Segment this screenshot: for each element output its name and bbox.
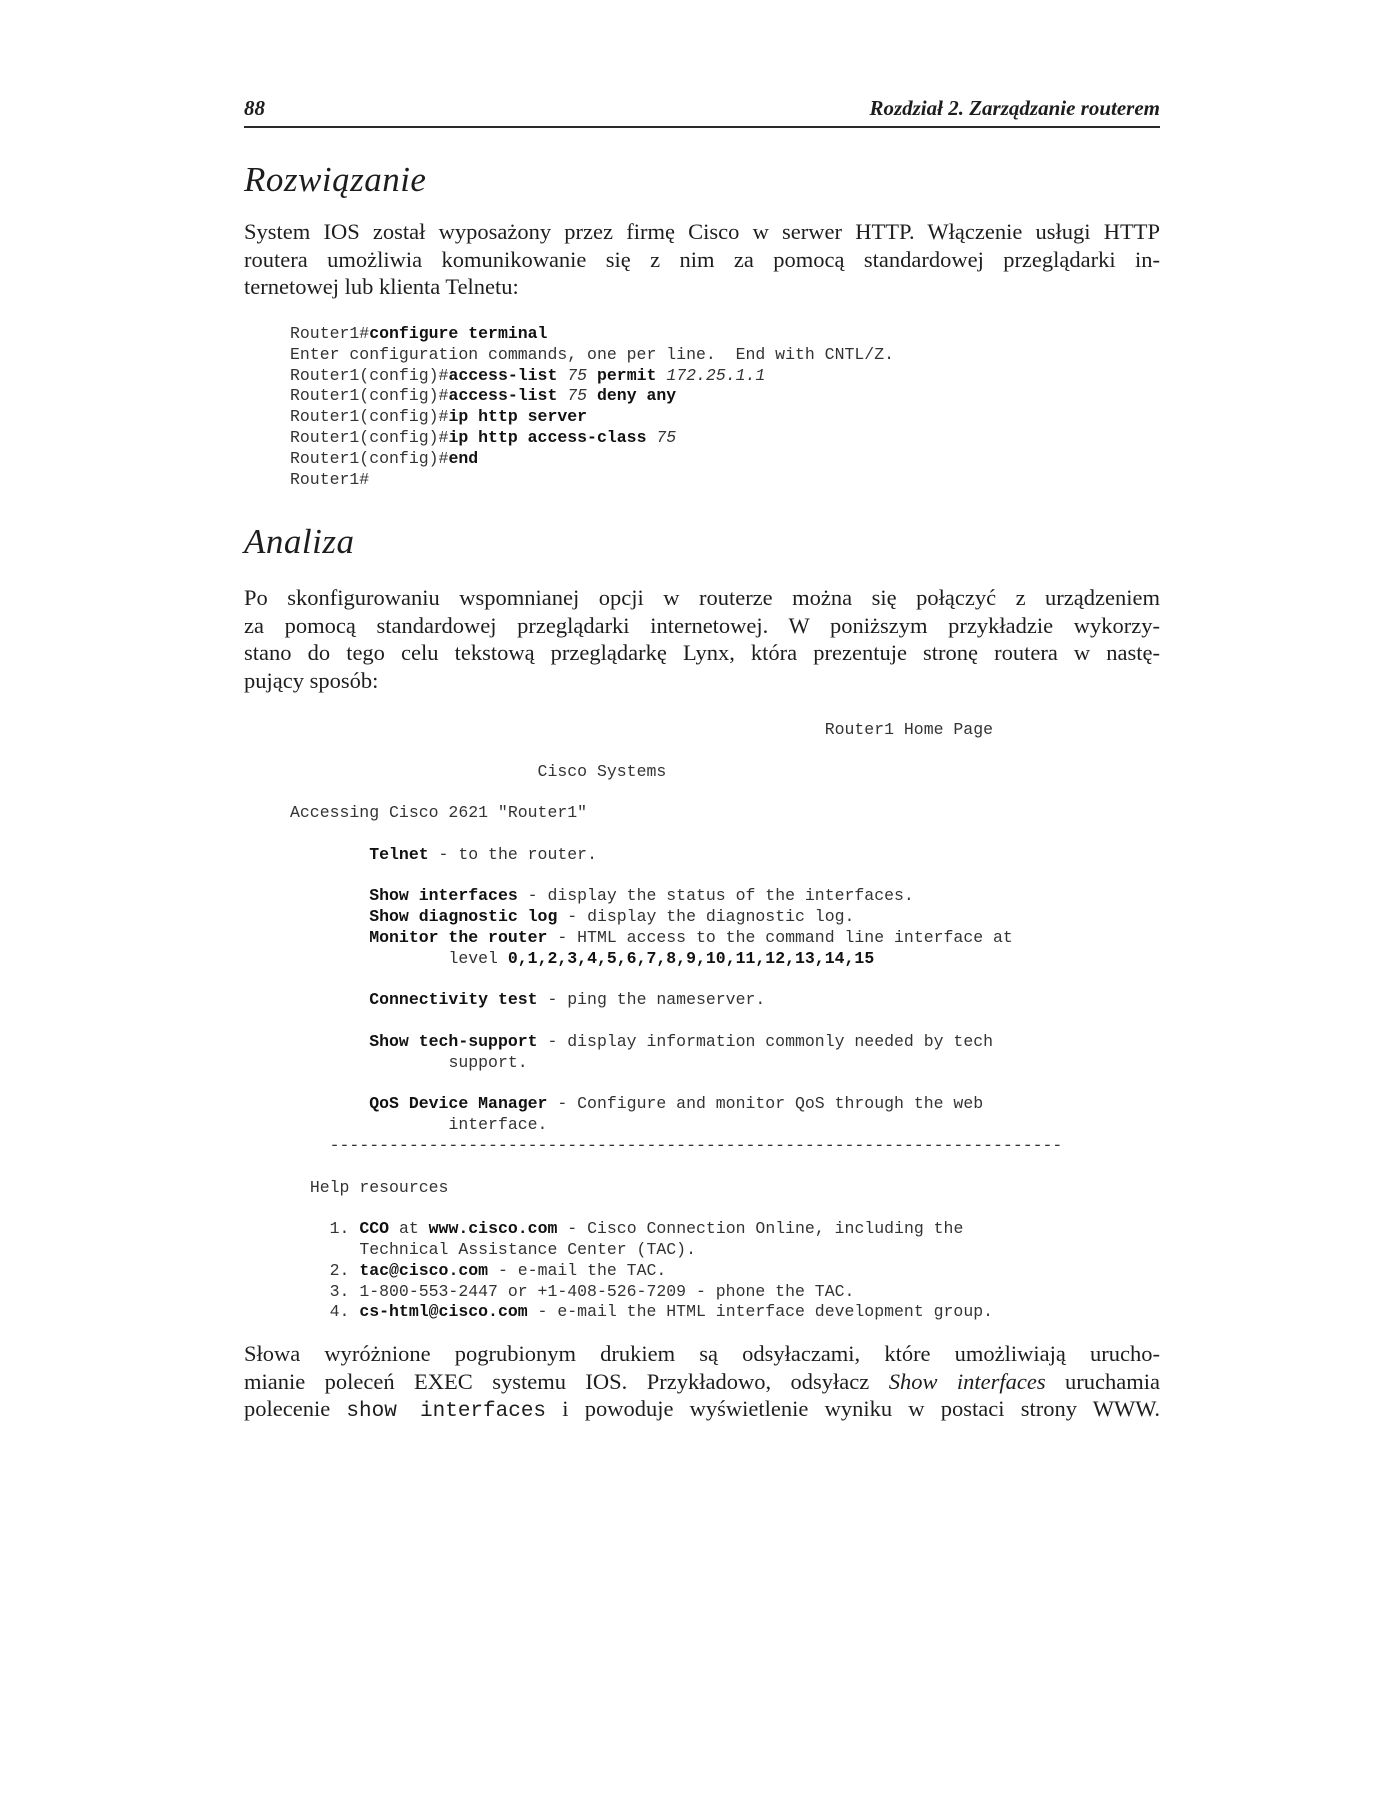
page-number: 88: [244, 96, 265, 120]
page-header: [244, 96, 1160, 128]
paragraph-line: za pomocą standardowej przeglądarki internetowej. W poniższym przykładzie wykorzy-: [244, 612, 1160, 638]
section-title-analysis: Analiza: [244, 522, 355, 561]
lynx-page-title: Router1 Home Page: [824, 720, 994, 739]
inline-code-show-interfaces: show interfaces: [346, 1400, 547, 1423]
tac-email-link[interactable]: tac@cisco.com: [359, 1260, 489, 1280]
lynx-router-page: Router1 Home Page Cisco Systems Accessing Cisco 2621 "Router1" Telnet - to the router. Show interfaces - display the status of the interfaces. Show diagnostic log - display the diagnostic log. Monitor the router - HTML access to the command line interface at level 0,1,2,3,4,5,6,7,8,9,10,11,12,13,14,15 Connectivity test - ping the nameserver. Show tech-support - display information commonly needed by tech support. QoS Device Manager - Configure and monitor QoS through the web interface. -------------------------------------------------------------------------- Help resources 1. CCO at www.cisco.com - Cisco Connection Online, including the Technical Assistance Center (TAC). 2. tac@cisco.com - e-mail the TAC. 3. 1-800-553-2447 or +1-408-526-7209 - phone the TAC. 4. cs-html@cisco.com - e-mail the HTML interface development group.: [290, 720, 1063, 1322]
paragraph-line: Słowa wyróżnione pogrubionym drukiem są odsyłaczami, które umożliwiają urucho-: [244, 1341, 1160, 1366]
telnet-link[interactable]: Telnet: [369, 844, 429, 864]
show-diagnostic-log-link[interactable]: Show diagnostic log: [369, 907, 558, 927]
show-tech-support-link[interactable]: Show tech-support: [369, 1031, 538, 1051]
closing-paragraph: [244, 1340, 1160, 1426]
paragraph-line: ternetowej lub klienta Telnetu:: [244, 274, 519, 299]
paragraph-line: routera umożliwia komunikowanie się z nim za pomocą standardowej przeglądarki in-: [244, 246, 1160, 272]
solution-paragraph: [244, 218, 1160, 301]
help-title: Help resources: [309, 1177, 449, 1197]
paragraph-line: mianie poleceń EXEC systemu IOS. Przykładowo, odsyłacz Show interfaces uruchamia: [244, 1368, 1160, 1394]
show-interfaces-link[interactable]: Show interfaces: [369, 886, 518, 906]
separator: --------------------------------------------------------------------------: [329, 1135, 1063, 1155]
paragraph-line: stano do tego celu tekstową przeglądarkę Lynx, która prezentuje stronę routera w nastę-: [244, 640, 1160, 665]
qos-device-manager-link[interactable]: QoS Device Manager: [369, 1094, 548, 1114]
cs-html-email-link[interactable]: cs-html@cisco.com: [359, 1302, 528, 1322]
paragraph-line: pujący sposób:: [244, 667, 379, 693]
connectivity-test-link[interactable]: Connectivity test: [369, 990, 538, 1010]
section-title-solution: Rozwiązanie: [244, 160, 427, 199]
cco-link[interactable]: CCO: [359, 1219, 390, 1239]
monitor-router-link[interactable]: Monitor the router: [369, 927, 548, 947]
chapter-title: Rozdział 2. Zarządzanie routerem: [869, 96, 1160, 120]
config-listing: Router1#configure terminal Enter configuration commands, one per line. End with CNTL/Z. Router1(config)#access-list 75 permit 172.25.1.1 Router1(config)#access-list 75 deny any Router1(config)#ip http server Router1(config)#ip http access-class 75 Router1(config)#end Router1#: [290, 324, 894, 489]
paragraph-line: polecenie show interfaces i powoduje wyświetlenie wyniku w postaci strony WWW.: [244, 1396, 1161, 1423]
paragraph-line: Po skonfigurowaniu wspomnianej opcji w routerze można się połączyć z urządzeniem: [244, 585, 1160, 610]
level-links[interactable]: 0,1,2,3,4,5,6,7,8,9,10,11,12,13,14,15: [507, 948, 875, 968]
lynx-company: Cisco Systems: [537, 761, 667, 781]
analysis-paragraph: [244, 584, 1160, 694]
paragraph-line: System IOS został wyposażony przez firmę Cisco w serwer HTTP. Włączenie usługi HTTP: [244, 219, 1160, 244]
cisco-site-link[interactable]: www.cisco.com: [428, 1219, 558, 1239]
